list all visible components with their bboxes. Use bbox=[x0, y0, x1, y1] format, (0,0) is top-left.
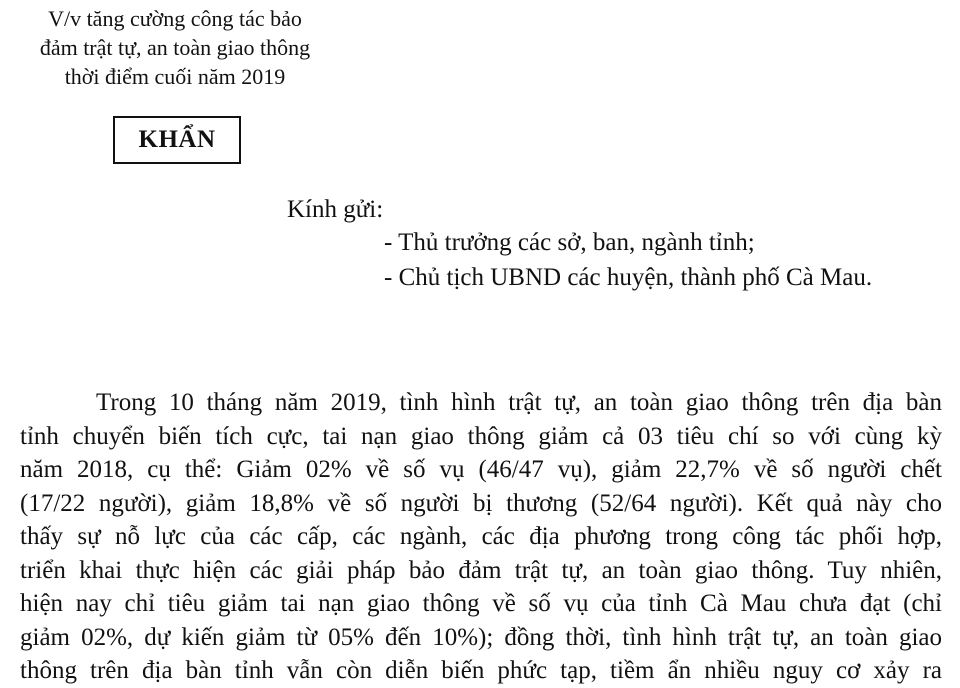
recipient-item: - Chủ tịch UBND các huyện, thành phố Cà Mau. bbox=[384, 264, 873, 291]
subject-line: V/v tăng cường công tác bảo bbox=[48, 6, 302, 31]
paragraph-line: năm 2018, cụ thể: Giảm 02% về số vụ (46/47 vụ), giảm 22,7% về số người chết bbox=[20, 456, 942, 483]
document-subject bbox=[0, 4, 350, 91]
recipient-list bbox=[384, 225, 872, 295]
urgent-stamp: KHẨN bbox=[113, 116, 241, 164]
paragraph-line: giảm 02%, dự kiến giảm từ 05% đến 10%); đồng thời, tình hình trật tự, an toàn giao bbox=[20, 623, 942, 651]
paragraph-line: (17/22 người), giảm 18,8% về số người bị thương (52/64 người). Kết quả này cho bbox=[20, 489, 942, 517]
paragraph-line: triển khai thực hiện các giải pháp bảo đảm trật tự, an toàn giao thông. Tuy nhiên, bbox=[20, 556, 942, 584]
paragraph-line: tỉnh chuyển biến tích cực, tai nạn giao thông giảm cả 03 tiêu chí so với cùng kỳ bbox=[20, 422, 942, 450]
body-paragraph bbox=[20, 386, 942, 684]
paragraph-line: thông trên địa bàn tỉnh vẫn còn diễn biến phức tạp, tiềm ẩn nhiều nguy cơ xảy ra bbox=[20, 657, 942, 684]
paragraph-line: thấy sự nỗ lực của các cấp, các ngành, các địa phương trong công tác phối hợp, bbox=[20, 523, 942, 550]
subject-line: đảm trật tự, an toàn giao thông bbox=[39, 35, 311, 60]
subject-line: thời điểm cuối năm 2019 bbox=[64, 64, 286, 89]
recipient-item: - Thủ trưởng các sở, ban, ngành tỉnh; bbox=[384, 229, 755, 256]
paragraph-line: Trong 10 tháng năm 2019, tình hình trật tự, an toàn giao thông trên địa bàn bbox=[96, 389, 942, 416]
paragraph-line: hiện nay chỉ tiêu giảm tai nạn giao thông về số vụ của tỉnh Cà Mau chưa đạt (chỉ bbox=[20, 590, 942, 617]
greeting-label: Kính gửi: bbox=[287, 196, 384, 223]
